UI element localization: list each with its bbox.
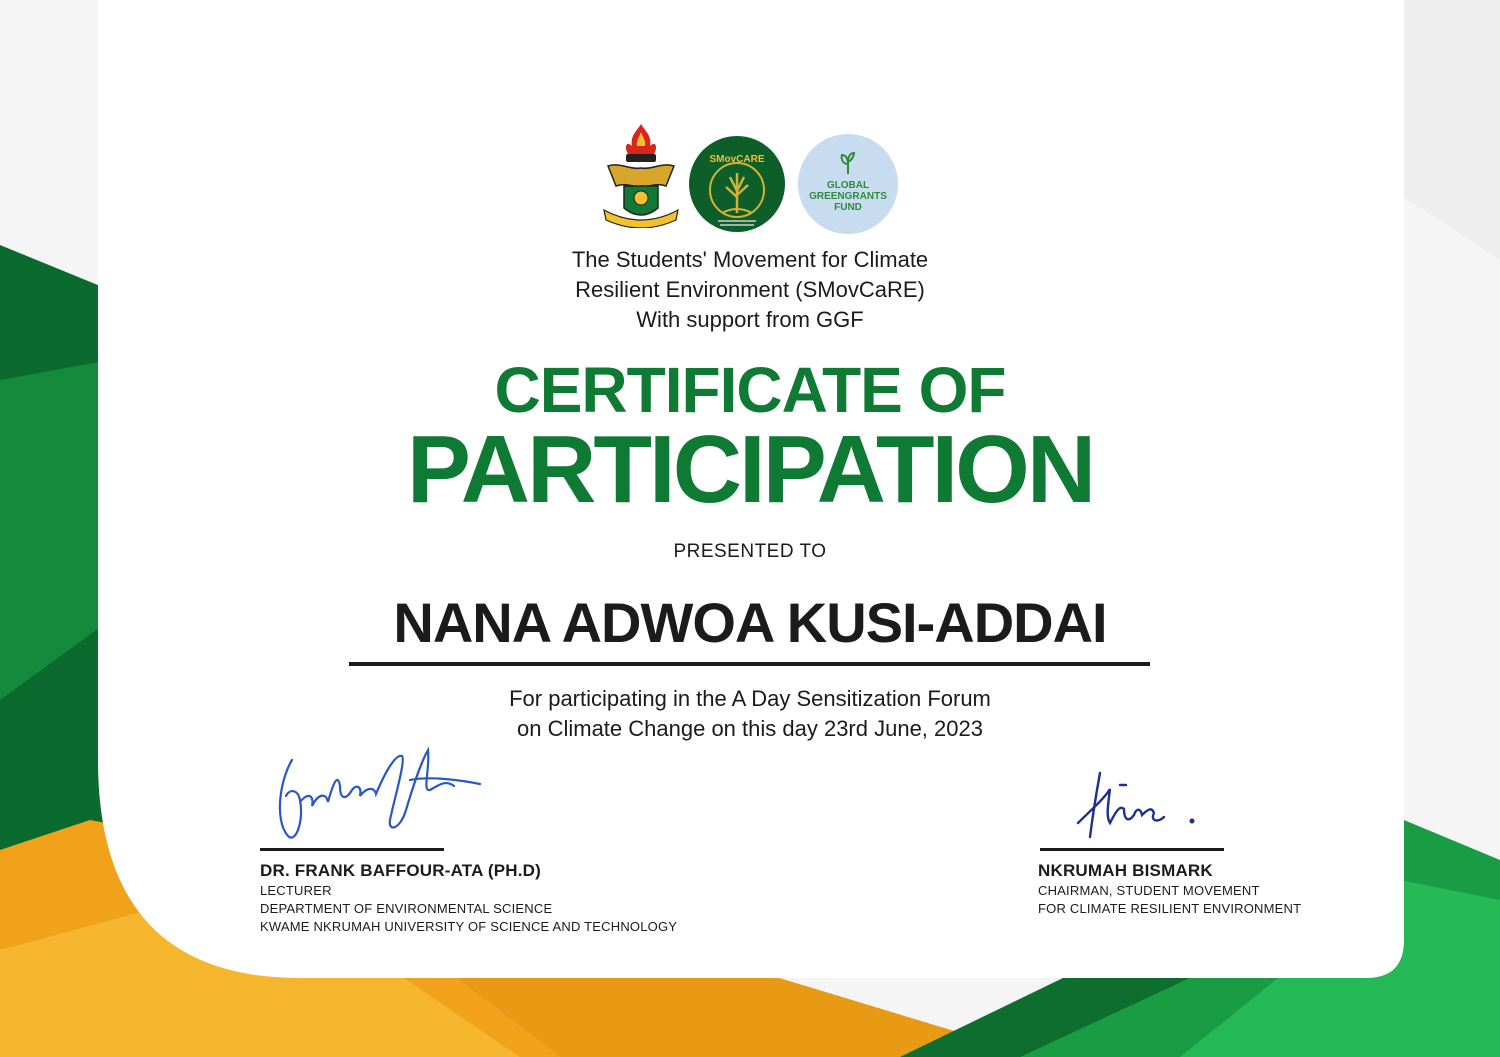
description-line-1: For participating in the A Day Sensitization Forum — [509, 686, 991, 711]
sprout-icon — [840, 152, 856, 174]
ggf-logo — [798, 134, 898, 234]
signature-1 — [270, 740, 490, 850]
org-line-2: Resilient Environment (SMovCaRE) — [575, 277, 925, 302]
ggf-line1: GLOBAL — [826, 180, 870, 191]
org-line-1: The Students' Movement for Climate — [571, 247, 929, 272]
recipient-underline — [349, 662, 1150, 666]
tree-emblem-icon — [688, 135, 786, 233]
logo-row — [598, 122, 908, 234]
signatory-2-title: CHAIRMAN, STUDENT MOVEMENT — [1038, 883, 1260, 898]
certificate-title-line1: CERTIFICATE OF — [494, 354, 1006, 426]
recipient-name: NANA ADWOA KUSI-ADDAI — [393, 591, 1107, 654]
org-line-3: With support from GGF — [636, 307, 864, 332]
signatory-1-name: DR. FRANK BAFFOUR-ATA (PH.D) — [260, 861, 542, 880]
ggf-line2: GREENGRANTS — [809, 191, 887, 202]
signatory-1-title: LECTURER — [260, 883, 332, 898]
signatory-1-department: DEPARTMENT OF ENVIRONMENTAL SCIENCE — [260, 901, 553, 916]
ggf-line3: FUND — [834, 202, 862, 213]
smovcare-logo: SMovCARE — [709, 154, 765, 165]
description-line-2: on Climate Change on this day 23rd June, 2023 — [517, 716, 983, 741]
signatory-2-org: FOR CLIMATE RESILIENT ENVIRONMENT — [1038, 901, 1302, 916]
signature-1-rule — [260, 848, 444, 851]
signatory-1-institution: KWAME NKRUMAH UNIVERSITY OF SCIENCE AND TECHNOLOGY — [260, 919, 678, 934]
signature-2 — [1070, 765, 1210, 845]
signature-2-rule — [1040, 848, 1224, 851]
certificate-description — [400, 684, 1100, 744]
presented-to-label: PRESENTED TO — [673, 541, 827, 562]
certificate-title-line2: PARTICIPATION — [406, 416, 1094, 523]
university-crest-icon — [600, 122, 682, 228]
signatory-2-name: NKRUMAH BISMARK — [1038, 861, 1213, 880]
